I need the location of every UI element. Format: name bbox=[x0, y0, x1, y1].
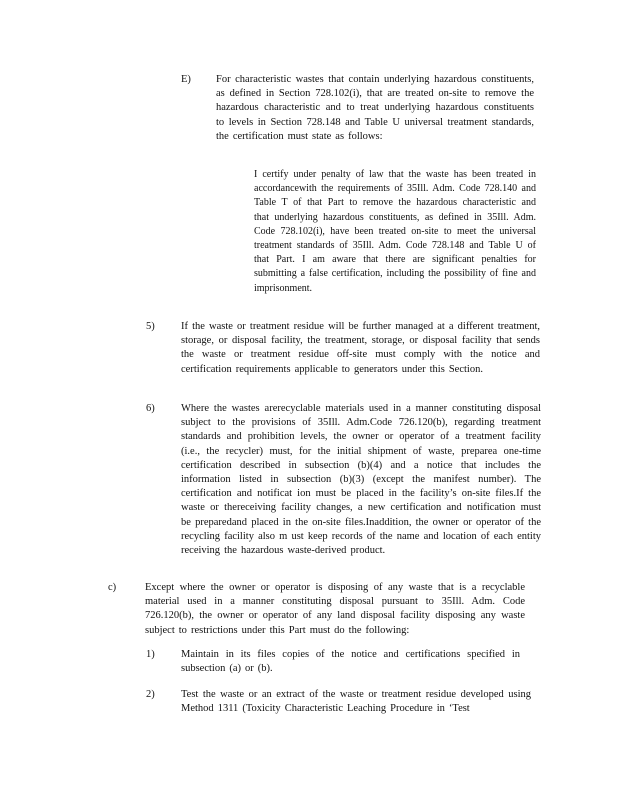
item-e-label: E) bbox=[181, 74, 191, 85]
item-c1-text: Maintain in its files copies of the notice and certifications specified in subsection (a) or (b). bbox=[181, 649, 520, 675]
item-5-text: If the waste or treatment residue will be further managed at a different treatment, storage, or disposal facility, the treatment, storage, or disposal facility that sends the waste or treatment residue off-site must comply with the notice and certification requirements applicable to generators under this Section. bbox=[181, 321, 540, 375]
item-c-text: Except where the owner or operator is disposing of any waste that is a recyclable material used in a manner constituting disposal pursuant to 35Ill. Adm. Code 726.120(b), the owner or operator of any land disposal facility disposing any waste subject to restrictions under this Part must do the following: bbox=[145, 582, 525, 636]
item-5-label: 5) bbox=[146, 321, 155, 332]
item-c2-label: 2) bbox=[146, 689, 155, 700]
item-c-label: c) bbox=[108, 582, 117, 593]
item-c2-text: Test the waste or an extract of the waste or treatment residue developed using Method 1311 (Toxicity Characteristic Leaching Procedure in ‘Test bbox=[181, 689, 531, 715]
certification-statement: I certify under penalty of law that the waste has been treated in accordancewith the requirements of 35Ill. Adm. Code 728.140 and Table T of that Part to remove the hazardous characteristic and that underlying hazardous constituents, as defined in 35Ill. Adm. Code 728.102(i), have been treated on-site to meet the universal treatment standards of 35Ill. Adm. Code 728.148 and Table U of that Part. I am aware that there are significant penalties for submitting a false certification, including the possibility of fine and imprisonment. bbox=[254, 169, 536, 294]
item-6-label: 6) bbox=[146, 403, 155, 414]
item-e-text: For characteristic wastes that contain underlying hazardous constituents, as defined in Section 728.102(i), that are treated on-site to remove the hazardous characteristic and to treat underlying hazardous constituents to levels in Section 728.148 and Table U universal treatment standards, the certification must state as follows: bbox=[216, 74, 534, 142]
item-c1-label: 1) bbox=[146, 649, 155, 660]
item-6-text: Where the wastes arerecyclable materials used in a manner constituting disposal subject to the provisions of 35Ill. Adm.Code 726.120(b), regarding treatment standards and prohibition levels, the owner or operator of a treatment facility (i.e., the recycler) must, for the initial shipment of waste, preparea one-time certification described in subsection (b)(4) and a notice that includes the information listed in subsection (b)(3) (except the manifest number). The certification and notificat ion must be placed in the facility’s on-site files.If the waste or thereceiving facility changes, a new certification and notification must be preparedand placed in the on-site files.Inaddition, the owner or operator of the recycling facility also m ust keep records of the name and location of each entity receiving the hazardous waste-derived product. bbox=[181, 403, 541, 557]
